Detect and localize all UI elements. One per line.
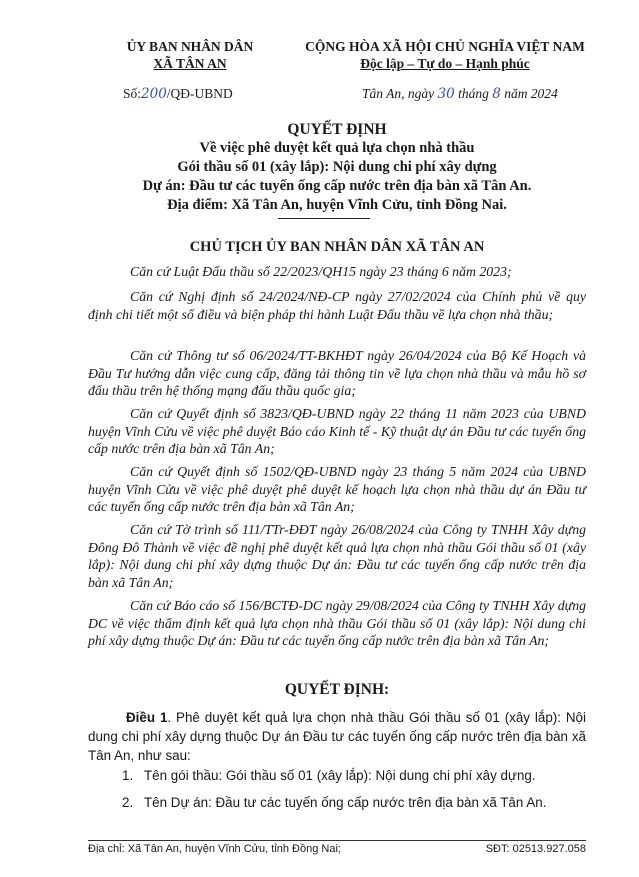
date-mid: tháng xyxy=(458,86,489,101)
authority-heading: CHỦ TỊCH ỦY BAN NHÂN DÂN XÃ TÂN AN xyxy=(189,239,485,255)
number-prefix: Số: xyxy=(123,86,142,101)
basis-7: Căn cứ Báo cáo số 156/BCTĐ-DC ngày 29/08/2024 của Công ty TNHH Xây dựng DC về việc thẩm định kết quả lựa chọn nhà thầu Gói thầu số 01 (xây lắp): Nội dung chi phí xây dựng thuộc Dự án: Đầu tư các tuyến ống cấp nước trên địa bàn xã Tân An; xyxy=(88,598,586,649)
document-number xyxy=(123,86,233,102)
date-suffix: năm 2024 xyxy=(504,86,558,101)
date-prefix: Tân An, ngày xyxy=(362,86,435,101)
title-line-4: Địa điểm: Xã Tân An, huyện Vĩnh Cửu, tỉnh Đồng Nai. xyxy=(167,197,507,213)
motto-line-2: Độc lập – Tự do – Hạnh phúc xyxy=(360,56,530,71)
title-main: QUYẾT ĐỊNH xyxy=(287,121,387,138)
article-1-item-1 xyxy=(122,766,582,785)
article-1-label: Điều 1 xyxy=(126,710,168,725)
number-suffix: /QĐ-UBND xyxy=(166,86,233,101)
title-line-2: Gói thầu số 01 (xây lắp): Nội dung chi phí xây dựng xyxy=(177,159,497,175)
agency-line-2: XÃ TÂN AN xyxy=(153,56,227,71)
motto-line-1: CỘNG HÒA XÃ HỘI CHỦ NGHĨA VIỆT NAM xyxy=(305,39,585,54)
item-number: 2. xyxy=(122,795,134,810)
item-text: Tên gói thầu: Gói thầu số 01 (xây lắp): Nội dung chi phí xây dựng. xyxy=(144,768,536,783)
date-day: 30 xyxy=(437,86,455,102)
article-1-text: . Phê duyệt kết quả lựa chọn nhà thầu Gói thầu số 01 (xây lắp): Nội dung chi phí xây dựng thuộc Dự án Đầu tư các tuyến ống cấp nước trên địa bàn xã Tân An, như sau: xyxy=(88,710,586,763)
basis-6: Căn cứ Tờ trình số 111/TTr-ĐĐT ngày 26/08/2024 của Công ty TNHH Xây dựng Đông Đô Thành về việc đề nghị phê duyệt kết quả lựa chọn nhà thầu Gói thầu số 01 (xây lắp): Nội dung chi phí xây dựng thuộc Dự án: Đầu tư các tuyến ống cấp nước trên địa bàn xã Tân An; xyxy=(88,522,586,590)
basis-5: Căn cứ Quyết định số 1502/QĐ-UBND ngày 23 tháng 5 năm 2024 của UBND huyện Vĩnh Cửu về việc phê duyệt phê duyệt kế hoạch lựa chọn nhà thầu dự án Đầu tư các tuyến ống cấp nước trên địa bàn xã Tân An; xyxy=(88,464,586,515)
basis-4: Căn cứ Quyết định số 3823/QĐ-UBND ngày 22 tháng 11 năm 2023 của UBND huyện Vĩnh Cửu về việc phê duyệt Báo cáo Kinh tế - Kỹ thuật dự án Đầu tư các tuyến ống cấp nước trên địa bàn xã Tân An; xyxy=(88,406,586,457)
basis-1: Căn cứ Luật Đấu thầu số 22/2023/QH15 ngày 23 tháng 6 năm 2023; xyxy=(130,264,512,279)
basis-3: Căn cứ Thông tư số 06/2024/TT-BKHĐT ngày 26/04/2024 của Bộ Kế Hoạch và Đầu Tư hướng dẫn việc cung cấp, đăng tải thông tin về lựa chọn nhà thầu và mẫu hồ sơ đấu thầu trên hệ thống mạng đấu thầu quốc gia; xyxy=(88,348,586,399)
title-line-1: Về việc phê duyệt kết quả lựa chọn nhà thầu xyxy=(199,140,475,156)
footer-phone: SĐT: 02513.927.058 xyxy=(485,843,586,855)
article-1-item-2 xyxy=(122,793,582,812)
footer-divider xyxy=(88,840,586,841)
date-month: 8 xyxy=(492,86,501,102)
title-divider xyxy=(278,218,370,219)
title-line-3: Dự án: Đầu tư các tuyến ống cấp nước trên địa bàn xã Tân An. xyxy=(142,178,532,194)
item-text: Tên Dự án: Đầu tư các tuyến ống cấp nước trên địa bàn xã Tân An. xyxy=(144,795,547,810)
footer-address: Địa chỉ: Xã Tân An, huyện Vĩnh Cửu, tỉnh Đồng Nai; xyxy=(88,843,341,855)
decision-heading: QUYẾT ĐỊNH: xyxy=(284,681,390,698)
number-handwritten: 200 xyxy=(141,86,167,102)
agency-line-1: ỦY BAN NHÂN DÂN xyxy=(126,39,254,54)
document-date xyxy=(362,86,558,102)
basis-2: Căn cứ Nghị định số 24/2024/NĐ-CP ngày 27/02/2024 của Chính phủ về quy định chi tiết một số điều và biện pháp thi hành Luật Đấu thầu về lựa chọn nhà thầu; xyxy=(88,289,586,322)
article-1 xyxy=(88,708,586,765)
item-number: 1. xyxy=(122,768,134,783)
issuing-agency xyxy=(100,38,280,72)
title-block xyxy=(88,120,586,215)
national-motto xyxy=(290,38,600,72)
